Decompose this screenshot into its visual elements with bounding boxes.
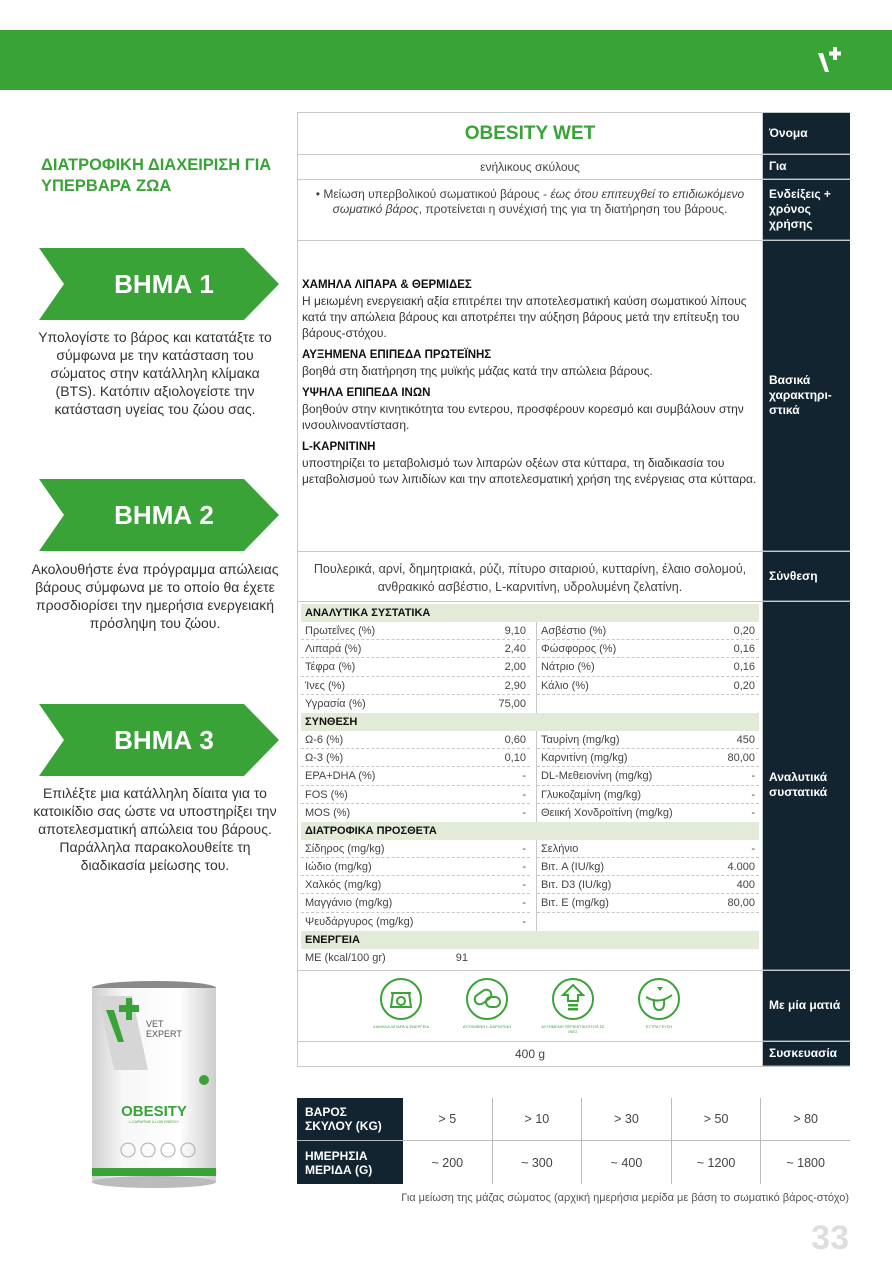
nutrient-row-empty — [537, 913, 759, 931]
glance-caption: ΧΑΜΗΛΑ ΛΙΠΑΡΑ & ΕΝΕΡΓΕΙΑ — [372, 1023, 430, 1029]
nutrient-value: 2,00 — [504, 661, 526, 674]
row-package — [297, 1042, 850, 1067]
indications-prefix: • Μείωση υπερβολικού σωματικού βάρους - — [315, 187, 551, 201]
svg-text:L-CARNITINE & LOW ENERGY: L-CARNITINE & LOW ENERGY — [129, 1120, 179, 1124]
nutrient-row — [537, 894, 759, 912]
glance-item — [539, 977, 607, 1034]
dosage-row-weight — [297, 1098, 850, 1141]
nutrient-value: 0,20 — [733, 625, 755, 637]
nutrient-value: 0,20 — [733, 679, 755, 692]
feature-text: βοηθούν στην κινητικότητα του εντερου, προσφέρουν κορεσμό και συμβάλουν στην ινσουλινοαντίσταση. — [302, 402, 744, 432]
nutrient-value: - — [751, 788, 755, 801]
label-analytics: Αναλυτικά συστατικά — [763, 602, 850, 970]
nutrient-row — [301, 913, 530, 931]
label-name: Όνομα — [763, 113, 850, 154]
nutrient-row — [537, 622, 759, 640]
tongue-icon — [637, 977, 681, 1021]
nutrient-value: - — [522, 897, 526, 910]
energy-value: 91 — [455, 951, 468, 964]
product-can-image — [88, 980, 220, 1190]
nutrient-name: Ίνες (%) — [305, 679, 346, 692]
nutrient-value: 0,16 — [733, 643, 755, 656]
dosage-row-portion — [297, 1141, 850, 1184]
feature-title: ΥΨΗΛΑ ΕΠΙΠΕΔΑ ΙΝΩΝ — [302, 387, 431, 399]
dosage-table — [297, 1098, 850, 1184]
nutrient-value: 0,10 — [504, 752, 526, 765]
nutrient-row — [301, 858, 530, 876]
analytics-grid — [301, 622, 759, 713]
nutrient-row — [537, 858, 759, 876]
nutrient-row — [537, 767, 759, 785]
indications-italic: έως ότου επιτευχθεί το επιδιωκόμενο σωματικό βάρος — [332, 187, 745, 216]
nutrient-row — [301, 622, 530, 640]
nutrient-row — [537, 876, 759, 894]
feature-title: ΧΑΜΗΛΑ ΛΙΠΑΡΑ & ΘΕΡΜΙΔΕΣ — [302, 279, 472, 291]
portion-cell: ~ 300 — [493, 1141, 583, 1184]
nutrient-row — [537, 731, 759, 749]
arrow-up-icon — [551, 977, 595, 1021]
nutrient-row — [301, 840, 530, 858]
glance-item — [367, 977, 435, 1029]
analytics-col-left — [301, 840, 530, 931]
svg-text:VET: VET — [146, 1019, 164, 1029]
nutrient-row — [301, 695, 530, 713]
nutrient-name: Βιτ. E (mg/kg) — [540, 897, 609, 910]
label-features: Βασικά χαρακτηρι- στικά — [763, 241, 850, 551]
product-name: OBESITY WET — [297, 113, 763, 154]
feature-text: υποστηρίζει το μεταβολισμό των λιπαρών οξέων στα κύτταρα, τη διαδικασία του μεταβολισμού των λιπιδίων και την αποτελεσματική χρήση της ενέργειας στα κύτταρα. — [302, 456, 757, 486]
step-1-banner — [39, 248, 279, 320]
nutrient-value: - — [522, 915, 526, 928]
portion-cell: ~ 1200 — [672, 1141, 762, 1184]
nutrient-name: Μαγγάνιο (mg/kg) — [305, 897, 393, 910]
row-indications — [297, 180, 850, 241]
nutrient-name: Σίδηρος (mg/kg) — [305, 842, 385, 855]
analytics-col-right — [536, 622, 759, 713]
nutrient-name: Ψευδάργυρος (mg/kg) — [305, 915, 414, 928]
nutrient-name: Ασβέστιο (%) — [540, 625, 607, 637]
indications-suffix: , προτείνεται η συνέχισή της για τη διατήρηση του βάρους. — [418, 202, 728, 216]
energy-label: ME (kcal/100 gr) — [305, 951, 386, 964]
glance-caption: ΕΞΤΡΑ ΓΕΥΣΗ — [645, 1023, 673, 1029]
weight-cell: > 80 — [793, 1112, 819, 1126]
dosage-note: Για μείωση της μάζας σώματος (αρχική ημερήσια μερίδα με βάση το σωματικό βάρος-στόχο) — [401, 1192, 849, 1204]
nutrient-row — [537, 677, 759, 695]
weight-cell: > 10 — [493, 1098, 583, 1140]
nutrient-name: Θειική Χονδροϊτίνη (mg/kg) — [540, 806, 673, 819]
nutrient-name: FOS (%) — [305, 788, 348, 801]
portion-cell: ~ 1800 — [786, 1155, 825, 1170]
section-header: ΑΝΑΛΥΤΙΚΑ ΣΥΣΤΑΤΙΚΑ — [301, 604, 759, 622]
weight-cell: > 50 — [672, 1098, 762, 1140]
nutrient-name: Καρνιτίνη (mg/kg) — [540, 752, 628, 765]
nutrient-name: Κάλιο (%) — [540, 679, 589, 692]
nutrient-value: - — [751, 842, 755, 855]
nutrient-row — [537, 749, 759, 767]
section-header: ΔΙΑΤΡΟΦΙΚΑ ΠΡΟΣΘΕΤΑ — [301, 822, 759, 840]
features-block — [297, 241, 763, 551]
step-label: ΒΗΜΑ 3 — [114, 724, 214, 755]
label-for: Για — [763, 155, 850, 179]
nutrient-name: Βιτ. D3 (IU/kg) — [540, 879, 612, 892]
nutrient-value: 0,16 — [733, 661, 755, 674]
nutrient-row — [537, 786, 759, 804]
indications-text — [297, 180, 763, 240]
nutrient-name: Βιτ. A (IU/kg) — [540, 861, 605, 874]
analytics-col-left — [301, 731, 530, 822]
nutrient-name: Πρωτεΐνες (%) — [305, 625, 376, 637]
scale-icon — [379, 977, 423, 1021]
nutrient-row — [301, 804, 530, 822]
label-composition: Σύνθεση — [763, 552, 850, 601]
step-description: Ακολουθήστε ένα πρόγραμμα απώλειας βάρους σύμφωνα με το οποίο θα έχετε προσδιορίσει την ημερήσια ενεργειακή πρόσληψη του ζώου. — [31, 561, 279, 631]
nutrient-value: - — [522, 842, 526, 855]
nutrient-name: Ω-6 (%) — [305, 733, 344, 746]
nutrient-value: 80,00 — [727, 752, 755, 765]
feature-text: βοηθά στη διατήρηση της μυϊκής μάζας κατά την απώλεια βάρους. — [302, 364, 653, 378]
row-glance — [297, 971, 850, 1042]
nutrient-value: 9,10 — [504, 625, 526, 637]
nutrient-name: Φώσφορος (%) — [540, 643, 617, 656]
nutrient-row — [537, 658, 759, 676]
nutrient-row — [301, 731, 530, 749]
nutrient-row — [301, 876, 530, 894]
nutrient-name: Τέφρα (%) — [305, 661, 356, 674]
nutrient-name: Χαλκός (mg/kg) — [305, 879, 382, 892]
weight-cell: > 5 — [403, 1098, 493, 1140]
nutrient-value: 450 — [736, 733, 755, 746]
nutrient-row — [301, 640, 530, 658]
portion-header: ΗΜΕΡΗΣΙΑ ΜΕΡΙΔΑ (G) — [297, 1141, 403, 1184]
section-header: ΣΥΝΘΕΣΗ — [301, 713, 759, 731]
feature-title: ΑΥΞΗΜΕΝΑ ΕΠΙΠΕΔΑ ΠΡΩΤΕΪΝΗΣ — [302, 349, 492, 361]
nutrient-value: - — [522, 788, 526, 801]
nutrient-row — [301, 894, 530, 912]
nutrient-value: 2,90 — [504, 679, 526, 692]
nutrient-value: - — [751, 770, 755, 783]
step-3-banner — [39, 704, 279, 776]
nutrient-value: - — [522, 879, 526, 892]
row-composition — [297, 552, 850, 602]
product-table — [297, 112, 850, 1067]
step-2-banner — [39, 479, 279, 551]
row-analytics — [297, 602, 850, 971]
nutrient-row — [537, 840, 759, 858]
svg-text:OBESITY: OBESITY — [121, 1103, 187, 1120]
row-for — [297, 155, 850, 180]
analytics-col-right — [536, 731, 759, 822]
glance-item — [453, 977, 521, 1029]
step-description: Υπολογίστε το βάρος και κατατάξτε το σύμφωνα με την κατάσταση του σώματος στην κατάλληλη κλίμακα (BTS). Κατόπιν αξιολογείστε την κατάσταση υγείας του ζώου σας. — [38, 329, 272, 417]
composition-text: Πουλερικά, αρνί, δημητριακά, ρύζι, πίτυρο σιταριού, κυτταρίνη, έλαιο σολομού, ανθρακικό ασβέστιο, L-καρνιτίνη, υδρολυμένη ζελατίνη. — [297, 552, 763, 601]
header-bar — [0, 30, 892, 90]
analytics-col-left — [301, 622, 530, 713]
page-number: 33 — [811, 1219, 849, 1257]
step-label: ΒΗΜΑ 1 — [114, 268, 214, 299]
vet-expert-logo-icon — [814, 43, 846, 75]
row-name — [297, 112, 850, 155]
nutrient-value: 4.000 — [727, 861, 755, 874]
portion-cell: ~ 400 — [582, 1141, 672, 1184]
label-package: Συσκευασία — [763, 1042, 850, 1066]
analytics-block — [297, 602, 763, 970]
page-title: ΔΙΑΤΡΟΦΙΚΗ ΔΙΑΧΕΙΡΙΣΗ ΓΙΑ ΥΠΕΡΒΑΡΑ ΖΩΑ — [41, 156, 272, 195]
step-label: ΒΗΜΑ 2 — [114, 499, 214, 530]
package-size: 400 g — [297, 1042, 763, 1066]
nutrient-name: Ω-3 (%) — [305, 752, 344, 765]
glance-caption: ΑΥΞΗΜΕΝΗ ΠΕΡΙΕΚΤΙΚΟΤΗΤΑ ΣΕ ΙΝΕΣ — [541, 1023, 605, 1034]
analytics-col-right — [536, 840, 759, 931]
nutrient-row — [301, 786, 530, 804]
analytics-grid — [301, 840, 759, 931]
analytics-grid — [301, 731, 759, 822]
nutrient-value: 80,00 — [727, 897, 755, 910]
nutrient-value: 2,40 — [504, 643, 526, 656]
glance-icons — [297, 971, 763, 1041]
label-indications: Ενδείξεις + χρόνος χρήσης — [763, 180, 850, 240]
nutrient-name: Ταυρίνη (mg/kg) — [540, 733, 620, 746]
nutrient-value: - — [751, 806, 755, 819]
nutrient-name: Νάτριο (%) — [540, 661, 595, 674]
feature-text: Η μειωμένη ενεργειακή αξία επιτρέπει την αποτελεσματική καύση σωματικού λίπους κατά την απώλεια βάρους και αποτρέπει την αύξηση βάρους μετά την επίτευξη του βάρους-στόχου. — [302, 294, 747, 340]
nutrient-value: 75,00 — [498, 697, 526, 710]
nutrient-name: Υγρασία (%) — [305, 697, 366, 710]
weight-header: ΒΑΡΟΣ ΣΚΥΛΟΥ (KG) — [297, 1098, 403, 1140]
nutrient-row — [537, 640, 759, 658]
nutrient-name: DL-Μεθειονίνη (mg/kg) — [540, 770, 653, 783]
nutrient-value: - — [522, 806, 526, 819]
section-header: ΕΝΕΡΓΕΙΑ — [301, 931, 759, 949]
product-target: ενήλικους σκύλους — [297, 155, 763, 179]
nutrient-row — [537, 804, 759, 822]
nutrient-name: Λιπαρά (%) — [305, 643, 362, 656]
portion-cell: ~ 200 — [403, 1141, 493, 1184]
weight-cell: > 30 — [582, 1098, 672, 1140]
nutrient-value: 400 — [736, 879, 755, 892]
nutrient-name: Γλυκοζαμίνη (mg/kg) — [540, 788, 641, 801]
nutrient-row — [301, 658, 530, 676]
capsule-icon — [465, 977, 509, 1021]
nutrient-row — [301, 749, 530, 767]
step-description: Επιλέξτε μια κατάλληλη δίαιτα για το κατοικίδιο σας ώστε να υποστηρίξει την αποτελεσματική απώλεια του βάρους. Παράλληλα παρακολουθείτε τη διαδικασία μείωσης του. — [33, 785, 277, 873]
glance-item — [625, 977, 693, 1029]
label-glance: Με μία ματιά — [763, 971, 850, 1041]
nutrient-row-empty — [537, 695, 759, 713]
nutrient-name: MOS (%) — [305, 806, 351, 819]
nutrient-row — [301, 767, 530, 785]
nutrient-value: - — [522, 770, 526, 783]
feature-title: L-ΚΑΡΝΙΤΙΝΗ — [302, 441, 376, 453]
glance-caption: ΑΥΞΗΜΕΝΗ L-ΚΑΡΝΙΤΙΝΗ — [462, 1023, 512, 1029]
nutrient-value: 0,60 — [504, 733, 526, 746]
nutrient-name: Ιώδιο (mg/kg) — [305, 861, 372, 874]
svg-text:EXPERT: EXPERT — [146, 1029, 182, 1039]
nutrient-name: Σελήνιο — [540, 842, 579, 855]
nutrient-name: EPA+DHA (%) — [305, 770, 376, 783]
nutrient-row — [301, 677, 530, 695]
energy-row — [301, 949, 759, 967]
row-features — [297, 241, 850, 552]
nutrient-value: - — [522, 861, 526, 874]
